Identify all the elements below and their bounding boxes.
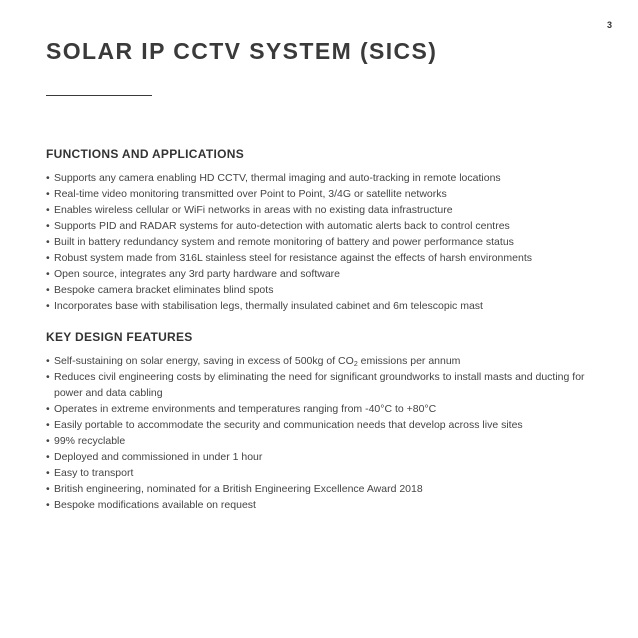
list-item: • Operates in extreme environments and temperatures ranging from -40°C to +80°C (46, 401, 606, 417)
list-item: • Supports any camera enabling HD CCTV, thermal imaging and auto-tracking in remote locations (46, 170, 606, 186)
list-item: • British engineering, nominated for a British Engineering Excellence Award 2018 (46, 481, 606, 497)
page-number: 3 (606, 20, 612, 30)
section-heading-key-design: KEY DESIGN FEATURES (46, 330, 193, 344)
list-item: • Incorporates base with stabilisation legs, thermally insulated cabinet and 6m telescopic mast (46, 298, 606, 314)
functions-list (46, 170, 606, 314)
functions-section (46, 147, 606, 314)
list-item: • Easily portable to accommodate the security and communication needs that develop across live sites (46, 417, 606, 433)
list-item: • Bespoke camera bracket eliminates blind spots (46, 282, 606, 298)
list-item: • Robust system made from 316L stainless steel for resistance against the effects of harsh environments (46, 250, 606, 266)
list-item: • Bespoke modifications available on request (46, 497, 606, 513)
co2-subscript: 2 (353, 361, 358, 368)
list-item: • Easy to transport (46, 465, 606, 481)
page-title: SOLAR IP CCTV SYSTEM (SICS) (46, 38, 438, 64)
list-item: • Reduces civil engineering costs by eliminating the need for significant groundworks to install masts and ducting for power and data cabling (46, 369, 606, 401)
key-design-section (46, 330, 606, 513)
list-item: • Supports PID and RADAR systems for auto-detection with automatic alerts back to control centres (46, 218, 606, 234)
list-item: • Built in battery redundancy system and remote monitoring of battery and power performance status (46, 234, 606, 250)
key-design-list (46, 353, 606, 513)
section-heading-functions: FUNCTIONS AND APPLICATIONS (46, 147, 245, 161)
list-item-text: emissions per annum (357, 355, 461, 367)
list-item: • Open source, integrates any 3rd party hardware and software (46, 266, 606, 282)
list-item-text: Self-sustaining on solar energy, saving in excess of 500kg of CO (54, 355, 354, 367)
list-item: • Enables wireless cellular or WiFi networks in areas with no existing data infrastructure (46, 202, 606, 218)
list-item: • 99% recyclable (46, 433, 606, 449)
list-item: • Real-time video monitoring transmitted over Point to Point, 3/4G or satellite networks (46, 186, 606, 202)
list-item (46, 353, 606, 369)
title-divider (46, 95, 152, 96)
list-item: • Deployed and commissioned in under 1 hour (46, 449, 606, 465)
